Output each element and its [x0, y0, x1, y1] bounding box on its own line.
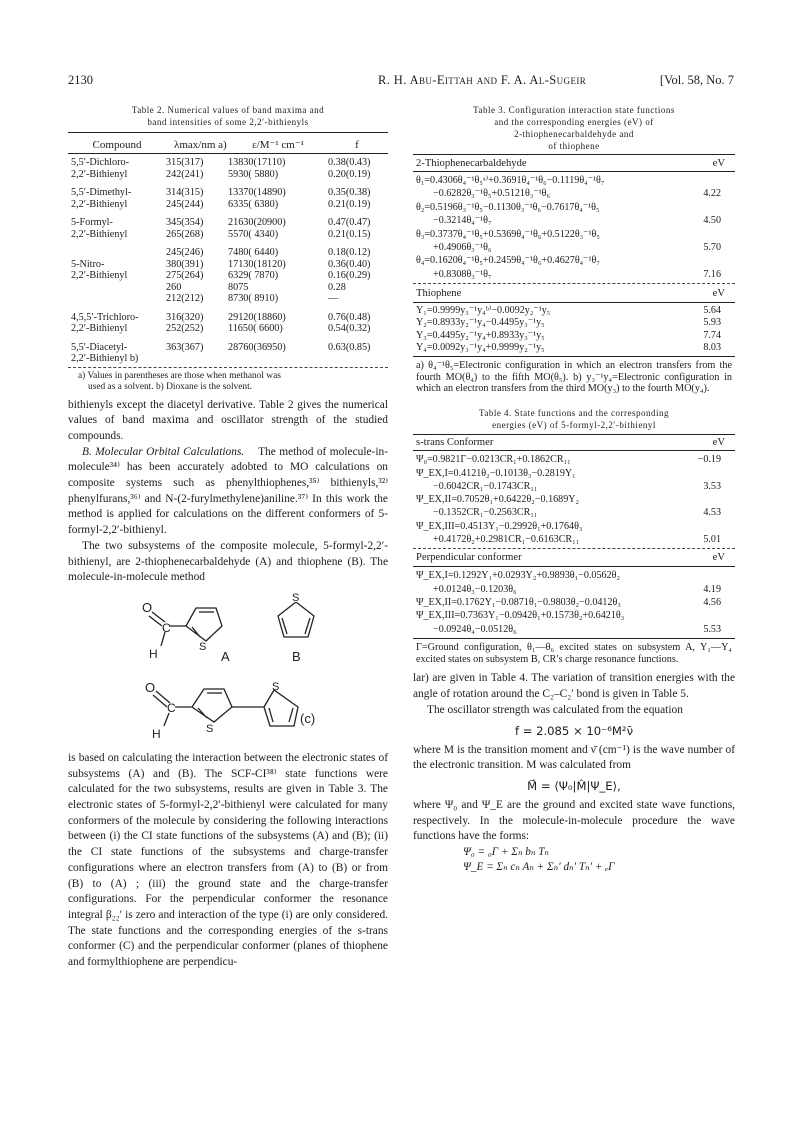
table3-head-subsystem-b: Thiophene: [416, 288, 462, 300]
table-row: [68, 342, 388, 354]
table-cell: 0.28: [328, 281, 346, 293]
molecule-diagrams: [68, 586, 388, 751]
table-cell: [228, 353, 328, 365]
table4-rows-a: [413, 451, 735, 546]
energy-value: 4.56: [703, 596, 721, 608]
table-cell: 29120(18860): [228, 311, 286, 323]
table-cell: 13830(17110): [228, 157, 286, 168]
label-c: (c): [300, 710, 316, 726]
equation-row: [413, 493, 735, 506]
table-row: [68, 270, 388, 282]
table-cell: 275(264): [166, 270, 204, 281]
table-cell: 2,2′-Bithienyl: [71, 198, 128, 210]
energy-value: 7.74: [703, 329, 721, 341]
table3-footnote: a) θ₄⁻¹θ₅=Electronic configuration in which an electron transfers from the fourth MO(θ₄) to the fifth MO(θ₅). b) y₃⁻¹y₄=Electronic configuration in which an electron transfers from the third MO(y₃) to the fourth MO(y₄).: [416, 359, 732, 395]
table3-caption-line3: 2-thiophenecarbaldehyde and: [514, 129, 634, 139]
table-cell: 11650( 6600): [228, 323, 283, 334]
left-column: [68, 104, 388, 971]
table4-head-ev-b: eV: [712, 552, 725, 564]
table-cell: 316(320): [166, 311, 204, 323]
table-row: [68, 217, 388, 229]
row-spacer: [68, 335, 388, 342]
table-cell: 4,5,5′-Trichloro-: [71, 311, 139, 323]
equation-row: [413, 533, 735, 546]
equation-row: [413, 268, 735, 281]
equation-text: −0.0924θ₄−0.0512θ₆: [433, 623, 517, 635]
table2-header-lambda: λmax/nm a): [174, 138, 227, 151]
equation-row: [413, 467, 735, 480]
table-row: [68, 187, 388, 199]
table2-body: [68, 154, 388, 367]
equation-text: Y₄=0.0092y₃⁻¹y₄+0.9999y₂⁻¹y₅: [416, 341, 545, 353]
energy-value: 5.70: [703, 241, 721, 253]
table-cell: 5,5′-Dimethyl-: [71, 187, 132, 198]
table2-footnote-b: used as a solvent. b) Dioxane is the solvent.: [88, 382, 253, 392]
table-cell: [68, 293, 166, 305]
paragraph-mo-text: The method of molecule-in-molecule³⁴⁾ has been accurately adobted to MO calculations on composite systems such as phenylthiophenes,³⁵⁾ bithienyls,³²⁾ phenylfurans,³⁶⁾ and N-(2-furylmethylene)aniline.³⁷⁾ In this work the method is applied for calculations on the different conformers of 5-formyl-2,2′-bithienyl.: [68, 445, 388, 537]
equation-row: [413, 583, 735, 596]
table-cell: 252(252): [166, 323, 204, 334]
table-cell: 0.21(0.15): [328, 228, 371, 240]
equation-text: θ₄=0.1620θ₄⁻¹θ₅+0.2459θ₄⁻¹θ₆+0.4627θ₄⁻¹θ₇: [416, 255, 600, 267]
table-cell: 2,2′-Bithienyl: [71, 323, 128, 334]
equation-text: Ψ_EX,II=0.7052θ₁+0.6422θ₂−0.1689Y₂: [416, 494, 580, 506]
table-row: [68, 293, 388, 305]
equation-text: Ψ₀=0.9821Γ−0.0213CR₁+0.1862CR₁₁: [416, 454, 571, 466]
table-cell: 315(317): [166, 157, 204, 168]
equation-row: [413, 453, 735, 466]
wavefunction-ground: Ψ₀ = ₀Γ + Σₙ bₙ Tₙ: [463, 846, 549, 859]
table-cell: 265(268): [166, 228, 204, 240]
table-cell: 8730( 8910): [228, 293, 279, 304]
table-cell: 5930( 5880): [228, 168, 279, 180]
equation-text: Y₁=0.9999y₃⁻¹y₄ᵇ⁾−0.0092y₂⁻¹y₅: [416, 305, 551, 317]
table-cell: 0.16(0.29): [328, 270, 371, 281]
table2-header-compound: Compound: [92, 138, 142, 151]
equation-text: Ψ_EX,III=0.7363Y₁−0.0942θ₁+0.1573θ₂+0.6421θ₃: [416, 610, 625, 622]
section-heading: B. Molecular Orbital Calculations.: [82, 445, 245, 458]
equation-row: [413, 506, 735, 519]
table-row: [68, 169, 388, 181]
table2-header-epsilon: ε/M⁻¹ cm⁻¹: [252, 139, 304, 151]
table-cell: 0.63(0.85): [328, 341, 371, 353]
running-authors: R. H. Abu-Eittah and F. A. Al-Sugeir: [378, 73, 587, 87]
table-row: [68, 229, 388, 241]
equation-text: Y₃=0.4495y₂⁻¹y₄+0.8933y₃⁻¹y₅: [416, 329, 545, 341]
table-cell: 5,5′-Dichloro-: [71, 157, 129, 168]
equation-row: [413, 187, 735, 200]
table3-caption-line2: and the corresponding energies (eV) of: [494, 117, 654, 127]
equation-text: Ψ_EX,III=0.4513Y₁−0.2992θ₁+0.1764θ₃: [416, 520, 583, 532]
table2-caption: [68, 104, 388, 128]
table-row: [68, 312, 388, 324]
table-cell: 314(315): [166, 187, 204, 198]
wavefunction-excited: Ψ_E = Σₙ cₙ Aₙ + Σₙ′ dₙ′ Tₙ′ + ₑΓ: [463, 861, 615, 874]
table-cell: 28760(36950): [228, 341, 286, 353]
energy-value: 5.53: [703, 623, 721, 635]
table-cell: 242(241): [166, 168, 204, 180]
energy-value: 5.01: [703, 534, 721, 546]
table-cell: 0.35(0.38): [328, 187, 371, 198]
table2-caption-line2: band intensities of some 2,2′-bithienyls: [147, 117, 309, 127]
table-cell: 0.76(0.48): [328, 311, 371, 323]
table-cell: [328, 353, 386, 365]
table3-caption-line4: of thiophene: [548, 141, 600, 151]
table4-caption-line2: energies (eV) of 5-formyl-2,2′-bithienyl: [492, 420, 656, 431]
table-cell: 17130(18120): [228, 258, 286, 270]
equation-row: [413, 330, 735, 342]
energy-value: −0.19: [697, 454, 721, 466]
equation-row: [413, 342, 735, 354]
table3-header-b: [413, 284, 735, 302]
paragraph-transition-moment: where M is the transition moment and ν̄ (cm⁻¹) is the wave number of the electronic transition. M was calculated from: [413, 743, 735, 772]
equation-text: −0.1352CR₁−0.2563CR₁₁: [433, 507, 538, 519]
table3-caption-line1: Table 3. Configuration interaction state functions: [473, 105, 675, 115]
energy-value: 8.03: [703, 341, 721, 353]
table-cell: [166, 353, 228, 365]
table-row: [68, 157, 388, 169]
table3-header-a: [413, 155, 735, 171]
table4-caption: [413, 407, 735, 431]
equation-text: +0.8308θ₃⁻¹θ₇: [433, 268, 492, 280]
table-cell: 8075: [228, 281, 249, 293]
table4-head-perpendicular: Perpendicular conformer: [416, 552, 522, 564]
page-number: 2130: [68, 73, 93, 87]
equation-row: [413, 569, 735, 582]
energy-value: 3.53: [703, 480, 721, 492]
table-row: [68, 282, 388, 294]
equation-text: −0.3214θ₄⁻¹θ₇: [433, 215, 492, 227]
table-cell: 6335( 6380): [228, 198, 279, 210]
table-row: [68, 323, 388, 335]
atom-s-a: S: [199, 640, 207, 653]
paragraph-subsystems: The two subsystems of the composite molecule, 5-formyl-2,2′-bithienyl, are 2-thiophenecarbaldehyde (A) and thiophene (B). The molecule-in-molecule method: [68, 539, 388, 584]
equation-text: −0.6042CR₁−0.1743CR₁₁: [433, 480, 538, 492]
equation-row: [413, 623, 735, 636]
atom-s-c1: S: [206, 722, 214, 735]
table3-head-ev: eV: [712, 157, 725, 169]
energy-value: 4.22: [703, 188, 721, 200]
equation-row: [413, 228, 735, 241]
table-cell: 0.38(0.43): [328, 157, 371, 168]
table-cell: 363(367): [166, 341, 204, 353]
table3-head-ev-b: eV: [712, 288, 725, 300]
equation-transition-moment: M⃗ = ⟨Ψ₀|M̂|Ψ_E⟩,: [527, 778, 621, 793]
table-cell: 0.47(0.47): [328, 217, 371, 228]
equation-text: Ψ_EX,I=0.1292Y₁+0.0293Y₂+0.9893θ₁−0.0562θ₂: [416, 570, 620, 582]
table-cell: 2,2′-Bithienyl: [71, 228, 128, 240]
table-cell: 5570( 4340): [228, 228, 279, 240]
row-spacer: [68, 240, 388, 247]
equation-text: −0.6282θ₃⁻¹θ₅+0.5121θ₃⁻¹θ₆: [433, 188, 551, 200]
molecule-structures: [68, 586, 388, 751]
equation-text: +0.0124θ₃−0.1203θ₆: [433, 583, 517, 595]
paragraph-table4-text: lar) are given in Table 4. The variation of transition energies with the angle of rotation around the C₂–C₂′ bond is given in Table 5.: [413, 672, 735, 701]
equation-row: [413, 305, 735, 317]
paragraph-wave-functions: where Ψ₀ and Ψ_E are the ground and excited state wave functions, respectively. In the molecule-in-molecule procedure the wave functions have the forms:: [413, 798, 735, 843]
table-cell: 380(391): [166, 258, 204, 270]
table-cell: 2,2′-Bithienyl: [71, 168, 128, 180]
table-cell: 6329( 7870): [228, 270, 279, 281]
equation-row: [413, 317, 735, 329]
table3-head-subsystem-a: 2-Thiophenecarbaldehyde: [416, 157, 527, 169]
table3: [413, 154, 735, 395]
table-cell: 5-Nitro-: [71, 258, 105, 270]
molecule-b: [278, 602, 314, 637]
table-cell: 260: [166, 281, 182, 293]
table-cell: —: [328, 293, 339, 304]
equation-text: Ψ_EX,I=0.4121θ₂−0.1013θ₃−0.2819Y₁: [416, 467, 576, 479]
atom-c-c: C: [167, 700, 176, 715]
table-cell: 0.54(0.32): [328, 323, 371, 334]
molecule-a: [149, 608, 222, 646]
table4-header-b: [413, 549, 735, 566]
table-cell: 2,2′-Bithienyl b): [71, 353, 139, 364]
equation-text: Ψ_EX,II=0.1762Y₁−0.0871θ₁−0.9803θ₂−0.0412θ₃: [416, 596, 621, 608]
table2: [68, 132, 388, 394]
table-row: [68, 247, 388, 259]
equation-row: [413, 609, 735, 622]
table-cell: 0.20(0.19): [328, 168, 371, 180]
atom-o-c: O: [145, 679, 156, 695]
equation-row: [413, 596, 735, 609]
table3-rows-b: [413, 303, 735, 354]
table-cell: [68, 282, 166, 294]
table4-head-ev: eV: [712, 437, 725, 449]
table2-header-row: [68, 136, 388, 153]
equation-text: +0.4172θ₂+0.2981CR₁−0.6163CR₁₁: [433, 534, 580, 546]
table4-caption-line1: Table 4. State functions and the corresponding: [478, 408, 670, 419]
table4-head-strans: s-trans Conformer: [416, 437, 494, 449]
paragraph-interaction: is based on calculating the interaction between the electronic states of subsystems (A) and (B). The SCF-CI³⁸⁾ state functions were calculated for the two subsystems, results are given in Table 3. The electronic states of 5-formyl-2,2′-bithienyl were calculated for many conformers of the molecule by considering the following interactions between (i) the CI state functions of the subsystems (A) and (B); (ii) the CI state functions of the subsystems and charge-transfer configurations where an electron transfers from (A) to (B) or from (B) to (A) ; (iii) the ground state and the charge-transfer configurations. For the perpendicular conformer the resonance integral β₂₂′ is zero and interaction of the type (i) are only considered. The state functions and the corresponding energies of the s-trans conformer (C) and the perpendicular conformer (planes of thiophene and formylthiophene are perpendicu-: [68, 751, 388, 969]
equation-row: [413, 254, 735, 267]
equation-text: +0.4906θ₃⁻¹θ₆: [433, 241, 492, 253]
energy-value: 5.93: [703, 317, 721, 329]
table-cell: 13370(14890): [228, 187, 286, 198]
label-a: A: [221, 648, 230, 664]
label-b: B: [292, 648, 301, 664]
table-cell: 5,5′-Diacetyl-: [71, 341, 128, 353]
table2-caption-line1: Table 2. Numerical values of band maxima and: [131, 105, 325, 115]
atom-s-b: S: [292, 591, 300, 604]
table3-rows-a: [413, 172, 735, 281]
table4-header-a: [413, 435, 735, 450]
atom-h-c: H: [152, 726, 161, 741]
table-row: [68, 199, 388, 211]
paragraph-bithienyls: bithienyls except the diacetyl derivative. Table 2 gives the numerical values of band maxima and oscillator strength of the studied compounds.: [68, 398, 388, 442]
table-cell: 245(246): [166, 247, 204, 258]
equation-row: [413, 174, 735, 187]
table-cell: 345(354): [166, 217, 204, 228]
table-row: [68, 353, 388, 365]
table-cell: 0.18(0.12): [328, 247, 371, 258]
row-spacer: [68, 305, 388, 312]
table-cell: 5-Formyl-: [71, 217, 113, 228]
paragraph-mo-calculations: [68, 445, 388, 539]
equation-text: Y₂=0.8933y₂⁻¹y₄−0.4495y₃⁻¹y₅: [416, 317, 545, 329]
equation-oscillator-strength: f = 2.085 × 10⁻⁶M²ν̄: [514, 723, 634, 738]
table4-rows-b: [413, 567, 735, 635]
equation-text: θ₃=0.3737θ₄⁻¹θ₅+0.5369θ₄⁻¹θ₆+0.5122θ₃⁻¹θ₅: [416, 228, 600, 240]
equation-row: [413, 241, 735, 254]
energy-value: 5.64: [703, 305, 721, 317]
table2-header-f: f: [355, 138, 359, 151]
equation-text: θ₂=0.5196θ₃⁻¹θ₅−0.1130θ₃⁻¹θ₆−0.7617θ₄⁻¹θ₅: [416, 201, 600, 213]
table-cell: 2,2′-Bithienyl: [71, 270, 128, 281]
table4: [413, 434, 735, 665]
energy-value: 4.50: [703, 215, 721, 227]
table2-footnote-a: a) Values in parentheses are those when methanol was: [78, 370, 281, 381]
atom-o-a: O: [142, 599, 153, 615]
table-cell: 21630(20900): [228, 217, 286, 228]
table-cell: 212(212): [166, 293, 204, 304]
atom-h-a: H: [149, 646, 158, 661]
volume-info: [Vol. 58, No. 7: [659, 73, 734, 87]
equation-text: θ₁=0.4306θ₄⁻¹θ₅ᵃ⁾+0.3691θ₄⁻¹θ₆−0.1119θ₄⁻¹θ₇: [416, 175, 605, 186]
atom-c-a: C: [162, 620, 171, 635]
equation-row: [413, 520, 735, 533]
right-column: [413, 104, 735, 875]
equation-row: [413, 480, 735, 493]
equation-row: [413, 214, 735, 227]
page-header: [68, 73, 734, 89]
row-spacer: [68, 180, 388, 187]
energy-value: 7.16: [703, 268, 721, 280]
table-cell: [68, 247, 166, 259]
paragraph-oscillator: The oscillator strength was calculated from the equation: [427, 703, 683, 716]
table-cell: 7480( 6440): [228, 247, 279, 258]
table-cell: 0.36(0.40): [328, 258, 371, 270]
table-cell: 245(244): [166, 198, 204, 210]
energy-value: 4.19: [703, 583, 721, 595]
energy-value: 4.53: [703, 507, 721, 519]
table-cell: 0.21(0.19): [328, 198, 371, 210]
equation-row: [413, 201, 735, 214]
table-row: [68, 259, 388, 271]
table3-caption: [413, 104, 735, 152]
row-spacer: [68, 210, 388, 217]
atom-s-c2: S: [272, 680, 280, 693]
table4-footnote: Γ=Ground configuration, θ₁—θ₆ excited states on subsystem A, Y₁—Y₄ excited states on subsystem B, CR′s charge resonance functions.: [416, 641, 732, 665]
